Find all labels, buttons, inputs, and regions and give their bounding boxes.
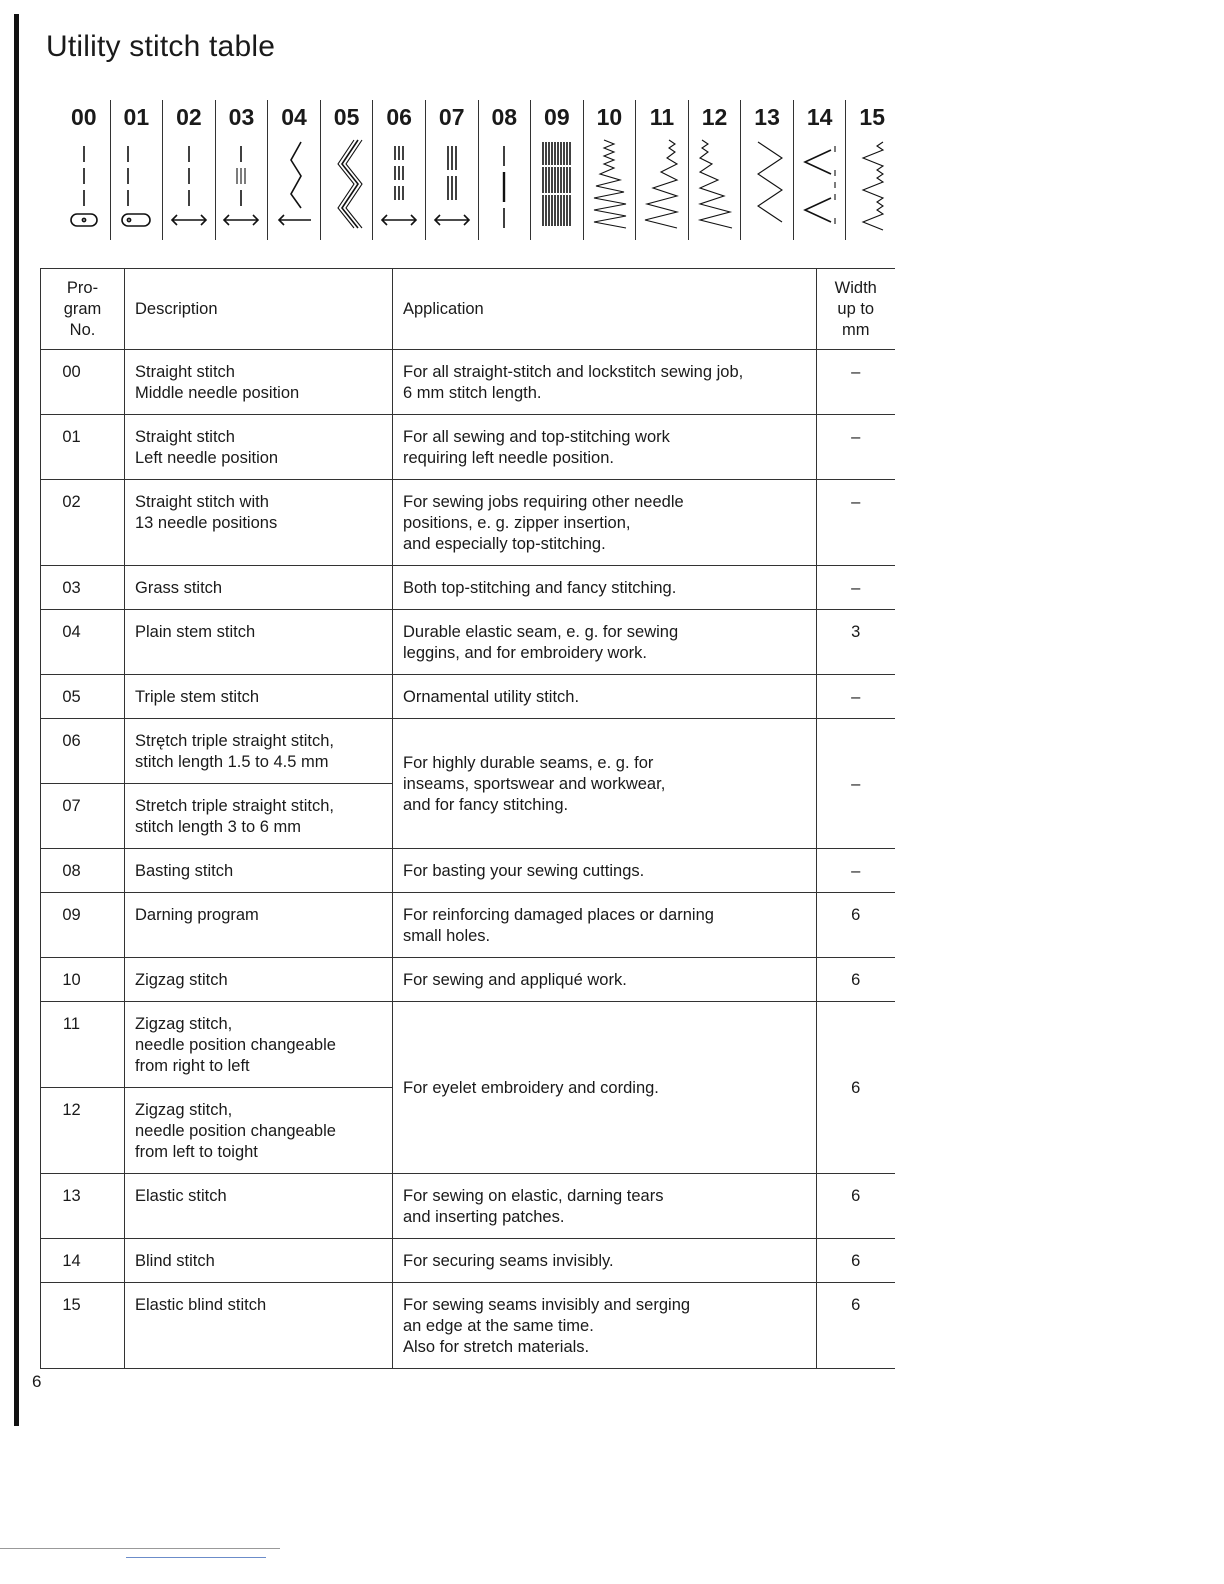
table-row <box>41 1283 895 1369</box>
description-cell: Elastic stitch <box>125 1174 393 1239</box>
program-symbol-12 <box>688 100 741 240</box>
width-cell: – <box>817 350 895 415</box>
program-number: 01 <box>123 104 150 130</box>
program-symbol-02 <box>162 100 215 240</box>
table-row <box>41 893 895 958</box>
stretch-triple-straight-long-icon <box>429 136 475 232</box>
description-cell: Elastic blind stitch <box>125 1283 393 1369</box>
program-number: 13 <box>754 104 780 130</box>
program-no-cell: 04 <box>41 610 125 675</box>
program-number: 03 <box>228 104 255 130</box>
description-cell: Basting stitch <box>125 849 393 893</box>
program-symbol-04 <box>267 100 320 240</box>
description-cell: Plain stem stitch <box>125 610 393 675</box>
table-row <box>41 610 895 675</box>
width-cell: 6 <box>817 958 895 1002</box>
grass-stitch-icon <box>218 136 264 232</box>
program-no-cell: 00 <box>41 350 125 415</box>
description-cell: Grass stitch <box>125 566 393 610</box>
program-number: 12 <box>701 104 728 130</box>
elastic-blind-stitch-icon <box>849 136 895 232</box>
footer-link-rule <box>126 1557 266 1558</box>
description-cell: Strętch triple straight stitch, stitch length 1.5 to 4.5 mm <box>125 719 393 784</box>
description-cell: Straight stitch with 13 needle positions <box>125 480 393 566</box>
program-symbol-00 <box>58 100 110 240</box>
width-cell: – <box>817 849 895 893</box>
basting-stitch-icon <box>481 136 527 232</box>
application-cell: Durable elastic seam, e. g. for sewing leggins, and for embroidery work. <box>393 610 817 675</box>
description-cell: Darning program <box>125 893 393 958</box>
width-cell: 6 <box>817 1239 895 1283</box>
program-symbol-01 <box>110 100 163 240</box>
application-cell: For reinforcing damaged places or darning small holes. <box>393 893 817 958</box>
program-symbol-strip <box>58 100 898 240</box>
straight-stitch-middle-icon <box>61 136 107 232</box>
program-number: 05 <box>333 104 360 130</box>
width-cell: 3 <box>817 610 895 675</box>
program-number: 14 <box>806 104 833 130</box>
table-row <box>41 566 895 610</box>
program-no-cell: 02 <box>41 480 125 566</box>
program-no-cell: 14 <box>41 1239 125 1283</box>
application-cell: For sewing on elastic, darning tears and inserting patches. <box>393 1174 817 1239</box>
plain-stem-stitch-icon <box>271 136 317 232</box>
description-cell: Blind stitch <box>125 1239 393 1283</box>
program-symbol-14 <box>793 100 846 240</box>
width-cell: 6 <box>817 893 895 958</box>
width-cell: – <box>817 719 895 849</box>
program-number: 09 <box>544 104 570 130</box>
table-header-row <box>41 269 895 350</box>
program-no-cell: 07 <box>41 784 125 849</box>
table-row <box>41 958 895 1002</box>
program-number: 08 <box>491 104 518 130</box>
zigzag-left-right-icon <box>692 136 738 232</box>
program-number: 11 <box>649 104 675 130</box>
program-number: 04 <box>281 104 307 130</box>
table-row <box>41 719 895 784</box>
program-no-cell: 12 <box>41 1088 125 1174</box>
application-cell: For basting your sewing cuttings. <box>393 849 817 893</box>
program-symbol-10 <box>583 100 636 240</box>
utility-stitch-table <box>40 268 895 1369</box>
application-cell: For sewing jobs requiring other needle positions, e. g. zipper insertion, and especially top-stitching. <box>393 480 817 566</box>
table-row <box>41 480 895 566</box>
program-number: 07 <box>438 104 465 130</box>
application-cell: For all sewing and top-stitching work requiring left needle position. <box>393 415 817 480</box>
stretch-triple-straight-short-icon <box>376 136 422 232</box>
description-cell: Stretch triple straight stitch, stitch length 3 to 6 mm <box>125 784 393 849</box>
width-cell: 6 <box>817 1002 895 1174</box>
table-row <box>41 350 895 415</box>
application-cell: Ornamental utility stitch. <box>393 675 817 719</box>
header-width: Width up to mm <box>817 269 895 350</box>
program-symbol-06 <box>372 100 425 240</box>
application-cell: For sewing seams invisibly and serging an edge at the same time. Also for stretch materials. <box>393 1283 817 1369</box>
program-no-cell: 08 <box>41 849 125 893</box>
program-symbol-08 <box>478 100 531 240</box>
program-no-cell: 13 <box>41 1174 125 1239</box>
application-cell: For all straight-stitch and lockstitch sewing job, 6 mm stitch length. <box>393 350 817 415</box>
program-no-cell: 06 <box>41 719 125 784</box>
header-program-no: Pro- gram No. <box>41 269 125 350</box>
header-description: Description <box>125 269 393 350</box>
table-row <box>41 415 895 480</box>
straight-stitch-left-icon <box>113 136 159 232</box>
program-symbol-03 <box>215 100 268 240</box>
zigzag-stitch-icon <box>586 136 632 232</box>
width-cell: 6 <box>817 1174 895 1239</box>
program-no-cell: 15 <box>41 1283 125 1369</box>
program-symbol-09 <box>530 100 583 240</box>
program-number: 10 <box>596 104 623 130</box>
table-row <box>41 675 895 719</box>
application-cell: For eyelet embroidery and cording. <box>393 1002 817 1174</box>
program-number: 15 <box>859 104 886 130</box>
elastic-stitch-icon <box>744 136 790 232</box>
program-no-cell: 11 <box>41 1002 125 1088</box>
program-no-cell: 05 <box>41 675 125 719</box>
program-symbol-05 <box>320 100 373 240</box>
program-number: 00 <box>70 104 97 130</box>
program-no-cell: 09 <box>41 893 125 958</box>
description-cell: Triple stem stitch <box>125 675 393 719</box>
width-cell: – <box>817 566 895 610</box>
description-cell: Straight stitch Left needle position <box>125 415 393 480</box>
width-cell: – <box>817 675 895 719</box>
program-number: 06 <box>386 104 412 130</box>
application-cell: For sewing and appliqué work. <box>393 958 817 1002</box>
program-symbol-13 <box>740 100 793 240</box>
program-symbol-11 <box>635 100 688 240</box>
width-cell: 6 <box>817 1283 895 1369</box>
page-title: Utility stitch table <box>46 30 276 63</box>
triple-stem-stitch-icon <box>324 136 370 232</box>
program-no-cell: 10 <box>41 958 125 1002</box>
page-number: 6 <box>32 1372 42 1391</box>
program-no-cell: 03 <box>41 566 125 610</box>
description-cell: Straight stitch Middle needle position <box>125 350 393 415</box>
table-row <box>41 849 895 893</box>
left-margin-rule <box>14 14 19 1426</box>
application-cell: Both top-stitching and fancy stitching. <box>393 566 817 610</box>
description-cell: Zigzag stitch <box>125 958 393 1002</box>
width-cell: – <box>817 415 895 480</box>
description-cell: Zigzag stitch, needle position changeable from right to left <box>125 1002 393 1088</box>
table-row <box>41 1174 895 1239</box>
description-cell: Zigzag stitch, needle position changeable from left to toight <box>125 1088 393 1174</box>
application-cell: For highly durable seams, e. g. for inseams, sportswear and workwear, and for fancy stitching. <box>393 719 817 849</box>
header-application: Application <box>393 269 817 350</box>
darning-program-icon <box>534 136 580 232</box>
zigzag-right-left-icon <box>639 136 685 232</box>
blind-stitch-icon <box>797 136 843 232</box>
program-symbol-07 <box>425 100 478 240</box>
program-number: 02 <box>176 104 202 130</box>
straight-stitch-positions-icon <box>166 136 212 232</box>
width-cell: – <box>817 480 895 566</box>
table-row <box>41 1239 895 1283</box>
application-cell: For securing seams invisibly. <box>393 1239 817 1283</box>
footer-rule <box>0 1548 280 1549</box>
table-row <box>41 1002 895 1088</box>
program-symbol-15 <box>845 100 898 240</box>
program-no-cell: 01 <box>41 415 125 480</box>
